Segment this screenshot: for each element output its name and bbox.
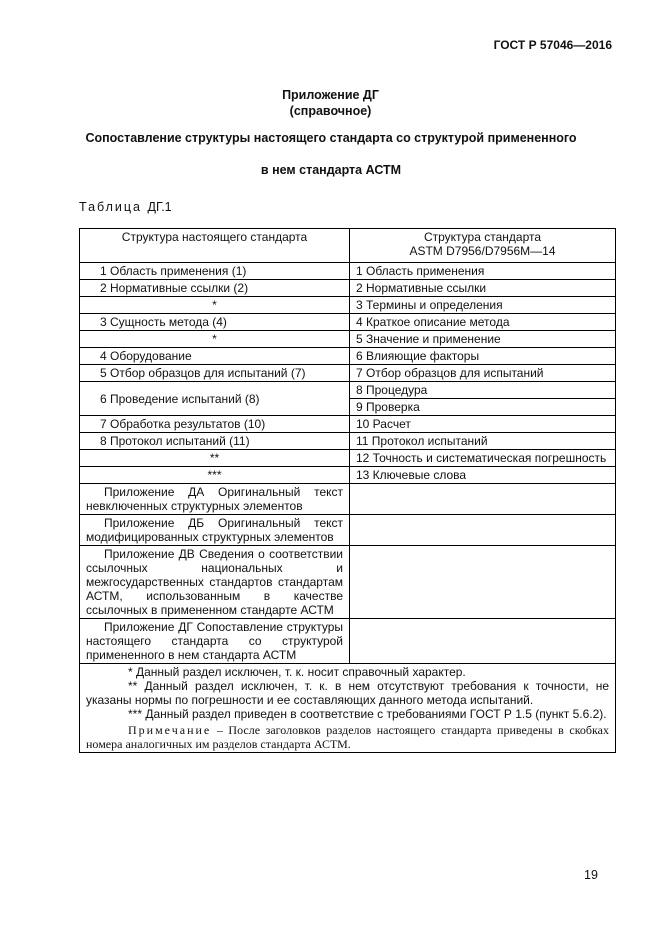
table-row	[80, 619, 616, 664]
page-number: 19	[584, 868, 598, 882]
table-row	[80, 280, 616, 297]
table-row	[80, 546, 616, 619]
row-left-cell: **	[80, 450, 350, 467]
table-label	[79, 200, 172, 214]
appendix-heading-line1: Сопоставление структуры настоящего стандарта со структурой примененного	[85, 131, 577, 145]
row-left-cell: 1 Область применения (1)	[80, 263, 350, 280]
table-label-number: ДГ.1	[147, 200, 172, 214]
row-left-cell: 3 Сущность метода (4)	[80, 314, 350, 331]
table-notes-cell	[80, 664, 616, 753]
row-left-cell: Приложение ДБ Оригинальный текст модифицированных структурных элементов	[80, 515, 350, 546]
row-right-cell: 3 Термины и определения	[350, 297, 616, 314]
structure-comparison-table	[79, 228, 616, 753]
row-left-cell: 2 Нормативные ссылки (2)	[80, 280, 350, 297]
table-row	[80, 450, 616, 467]
appendix-subtitle: (справочное)	[289, 104, 372, 118]
row-left-cell: 8 Протокол испытаний (11)	[80, 433, 350, 450]
standard-code: ГОСТ Р 57046—2016	[493, 38, 612, 52]
row-left-cell: Приложение ДГ Сопоставление структуры настоящего стандарта со структурой примененного в нем стандарта АСТМ	[80, 619, 350, 664]
table-row	[80, 348, 616, 365]
row-right-cell	[350, 619, 616, 664]
table-row	[80, 382, 616, 399]
remark-label: Примечание	[128, 723, 212, 737]
row-right-cell: 4 Краткое описание метода	[350, 314, 616, 331]
col2-header	[350, 229, 616, 263]
row-left-cell: 4 Оборудование	[80, 348, 350, 365]
row-right-cell	[350, 484, 616, 515]
col2-header-line2: ASTM D7956/D7956M—14	[409, 244, 556, 258]
table-row	[80, 467, 616, 484]
row-right-cell	[350, 515, 616, 546]
row-right-cell: 5 Значение и применение	[350, 331, 616, 348]
appendix-heading-line2: в нем стандарта АСТМ	[260, 163, 402, 177]
row-right-cell: 13 Ключевые слова	[350, 467, 616, 484]
col2-header-line1: Структура стандарта	[423, 230, 542, 244]
row-left-cell: *	[80, 331, 350, 348]
table-row	[80, 365, 616, 382]
footnote-1: * Данный раздел исключен, т. к. носит справочный характер.	[128, 665, 466, 679]
table-row	[80, 331, 616, 348]
row-right-cell: 9 Проверка	[350, 399, 616, 416]
footnote-3: *** Данный раздел приведен в соответствие с требованиями ГОСТ Р 1.5 (пункт 5.6.2).	[128, 707, 607, 721]
appendix-title: Приложение ДГ	[282, 88, 379, 102]
row-right-cell: 1 Область применения	[350, 263, 616, 280]
row-right-cell: 8 Процедура	[350, 382, 616, 399]
row-left-cell: Приложение ДА Оригинальный текст невключенных структурных элементов	[80, 484, 350, 515]
row-right-cell: 11 Протокол испытаний	[350, 433, 616, 450]
col1-header: Структура настоящего стандарта	[80, 229, 350, 263]
table-row	[80, 484, 616, 515]
row-right-cell	[350, 546, 616, 619]
table-row	[80, 314, 616, 331]
table-remark	[86, 723, 609, 751]
table-header-row	[80, 229, 616, 263]
table-row	[80, 515, 616, 546]
appendix-title-block	[0, 87, 661, 119]
table-label-prefix: Таблица	[79, 200, 143, 214]
table-row	[80, 416, 616, 433]
row-right-cell: 6 Влияющие факторы	[350, 348, 616, 365]
table-row	[80, 297, 616, 314]
row-right-cell: 10 Расчет	[350, 416, 616, 433]
row-left-cell: 7 Обработка результатов (10)	[80, 416, 350, 433]
row-left-cell: 5 Отбор образцов для испытаний (7)	[80, 365, 350, 382]
row-left-cell: Приложение ДВ Сведения о соответствии ссылочных национальных и межгосударственных стандартов стандартам АСТМ, использованным в качестве ссылочных в примененном стандарте АСТМ	[80, 546, 350, 619]
row-right-cell: 7 Отбор образцов для испытаний	[350, 365, 616, 382]
row-left-cell: ***	[80, 467, 350, 484]
row-left-cell: *	[80, 297, 350, 314]
table-notes-row	[80, 664, 616, 753]
remark-text: – После заголовков разделов настоящего стандарта приведены в скобках номера аналогичных им разделов стандарта АСТМ.	[86, 723, 609, 751]
row-right-cell: 12 Точность и систематическая погрешность	[350, 450, 616, 467]
table-row	[80, 433, 616, 450]
row-right-cell: 2 Нормативные ссылки	[350, 280, 616, 297]
table-row	[80, 263, 616, 280]
footnote-2: ** Данный раздел исключен, т. к. в нем отсутствуют требования к точности, не указаны нормы по погрешности и ее составляющих данного метода испытаний.	[86, 679, 609, 707]
row-left-cell: 6 Проведение испытаний (8)	[80, 382, 350, 416]
